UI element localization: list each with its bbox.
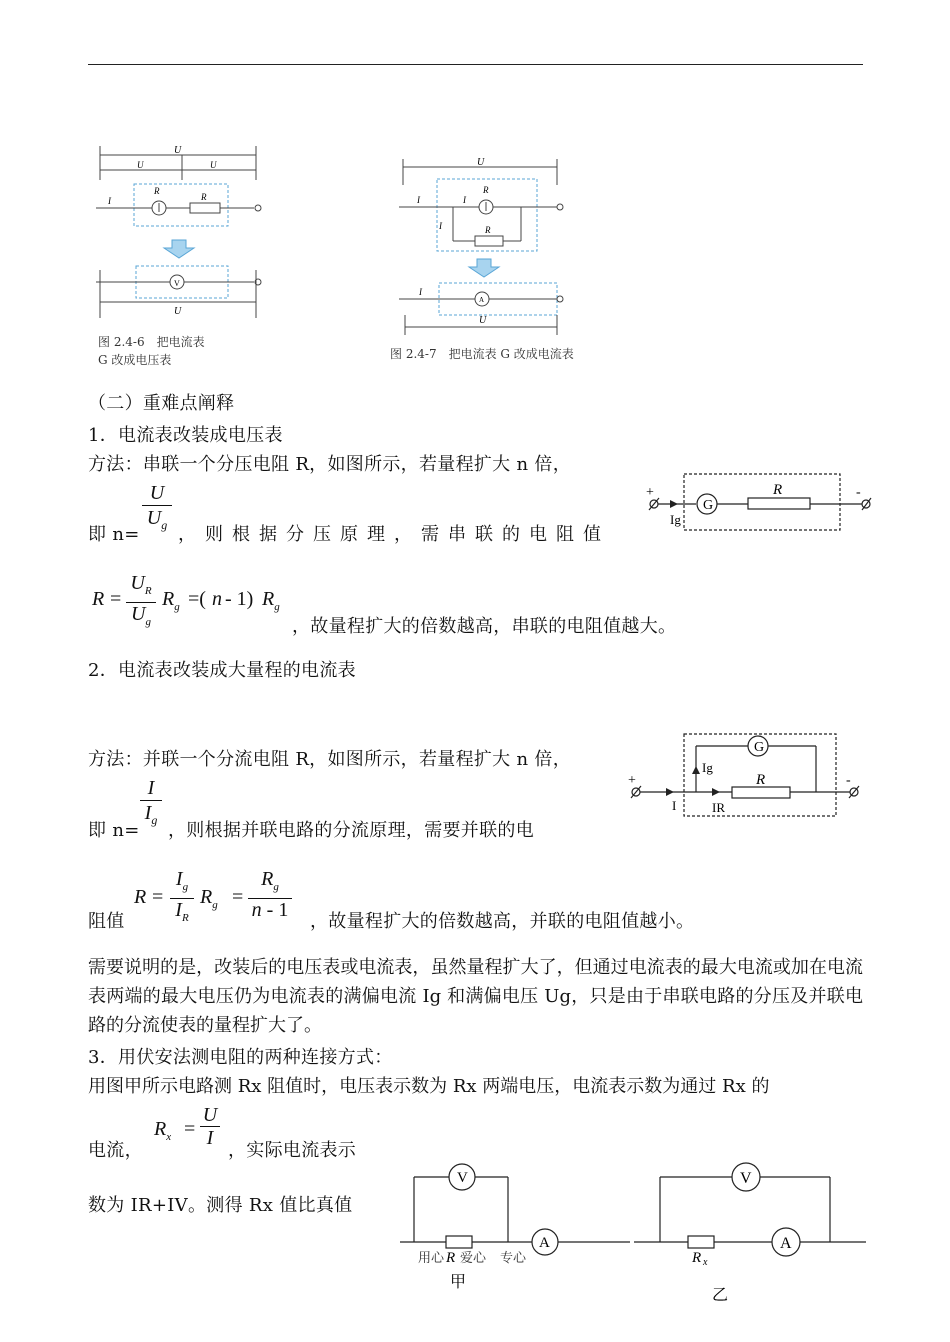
fig7-u-label: U: [477, 157, 485, 168]
s2-sentence: ，则根据并联电路的分流原理，需要并联的电: [168, 820, 534, 841]
s3-heading: 3．用伏安法测电阻的两种连接方式：: [88, 1047, 393, 1068]
fig-u-label: U: [174, 145, 182, 156]
s2-formula-tail: ，故量程扩大的倍数越高，并联的电阻值越小。: [310, 911, 695, 932]
figure-2-4-7: [395, 155, 575, 340]
f1-rg-sub: g: [174, 601, 180, 613]
f1-rg: R: [162, 588, 175, 610]
c1-ig-label: Ig: [670, 512, 681, 527]
fig7-ig-label: I: [463, 195, 466, 205]
fig-2-4-6-caption-line1: 图 2.4-6 把电流表: [98, 335, 205, 349]
s1-frac-num: U: [149, 482, 165, 504]
fig7-r-label: R: [485, 225, 491, 235]
f1-num-u: U: [130, 572, 145, 594]
s1-sentence: ，则根据分压原理，需串联的电阻值: [178, 524, 610, 545]
jia-watermark-left: 用心: [418, 1250, 445, 1265]
fig7-rg-label: R: [483, 185, 489, 195]
f3-num: U: [202, 1104, 218, 1126]
s2-frac-den: I: [144, 802, 152, 824]
note-paragraph: 需要说明的是，改装后的电压表或电流表，虽然量程扩大了，但通过电流表的最大电流或加在电流表两端的最大电压仍为电流表的满偏电流 Ig 和满偏电压 Ug，只是由于串联电路的分压及并联电路的分流使表的量程扩大了。: [88, 957, 863, 1036]
c1-g-label: G: [703, 498, 714, 513]
yi-label: 乙: [712, 1287, 729, 1304]
s3-line3: 数为 IR+IV。测得 Rx 值比真值: [88, 1195, 353, 1216]
fig7-u-bottom-label: U: [479, 315, 487, 326]
s1-frac-den-sub: g: [161, 518, 168, 532]
circuit-jia: [400, 1155, 632, 1290]
c2-plus: +: [628, 773, 636, 788]
s2-n-fraction: [138, 777, 164, 831]
c2-minus: -: [846, 773, 851, 788]
c1-minus: -: [856, 485, 861, 500]
fig-rg-label: R: [154, 186, 160, 196]
f2-num-rg-sub: g: [273, 881, 279, 893]
fig-r-label: R: [201, 192, 207, 202]
s2-formula: R = $I_g$ $I_R$ $R_g$ = $R_g$ n - 1: [134, 868, 304, 930]
yi-a-label: A: [780, 1235, 792, 1252]
parallel-circuit-diagram: [620, 728, 870, 823]
yi-rx-label: R: [692, 1250, 702, 1266]
s2-value-prefix: 阻值: [88, 911, 125, 932]
fig-u-bottom-label: U: [174, 306, 182, 317]
f1-num-sub: R: [144, 585, 152, 597]
circuit-yi: [634, 1155, 868, 1305]
f1-rg2: R: [262, 588, 275, 610]
jia-watermark-right: 专心: [500, 1250, 527, 1265]
c2-ig-label: Ig: [702, 760, 713, 775]
fig-2-4-7-caption: 图 2.4-7 把电流表 G 改成电流表: [390, 347, 574, 361]
f1-den-u: U: [131, 603, 146, 625]
f2-rg-sub: g: [212, 899, 218, 911]
s1-method: 方法：串联一个分压电阻 R，如图所示，若量程扩大 n 倍，: [88, 454, 572, 475]
fig-v-label: V: [174, 279, 180, 288]
s2-heading: 2．电流表改装成大量程的电流表: [88, 660, 356, 681]
f1-rg2-sub: g: [274, 601, 280, 613]
fig7-a-label: A: [479, 296, 485, 304]
fig-ur-label: U: [210, 160, 217, 170]
c1-r-label: R: [773, 482, 783, 498]
fig7-i-label: I: [417, 195, 420, 205]
yi-rx-sub: x: [703, 1257, 708, 1268]
c1-plus: +: [646, 485, 654, 500]
f3-den: I: [206, 1127, 214, 1149]
yi-v-label: V: [740, 1170, 752, 1187]
figure-2-4-6: [92, 140, 272, 330]
s3-rx-formula: $R_x$ = U I: [154, 1104, 224, 1158]
s2-frac-num: I: [147, 777, 155, 799]
f3-r: R: [154, 1118, 167, 1140]
jia-label: 甲: [450, 1274, 467, 1290]
jia-a-label: A: [539, 1235, 550, 1251]
f2-num-i: I: [175, 868, 183, 890]
s2-method: 方法：并联一个分流电阻 R，如图所示，若量程扩大 n 倍，: [88, 749, 572, 770]
s1-formula-tail: ，故量程扩大的倍数越高，串联的电阻值越大。: [292, 616, 677, 637]
s1-n-fraction: [140, 482, 174, 536]
s1-heading: 1．电流表改装成电压表: [88, 425, 283, 446]
fig-ug-label: U: [137, 160, 144, 170]
s1-n-prefix: 即 n=: [88, 524, 140, 545]
jia-watermark-mid: 爱心: [460, 1250, 487, 1265]
s3-line1: 用图甲所示电路测 Rx 阻值时，电压表示数为 Rx 两端电压，电流表示数为通过 Rx 的: [88, 1076, 770, 1097]
f2-den-i: I: [175, 899, 182, 921]
fig-ig-label: I: [108, 196, 111, 206]
c2-ir-label: IR: [712, 800, 725, 815]
series-circuit-diagram: [640, 470, 880, 540]
c2-g-label: G: [754, 740, 765, 755]
f1-den-sub: g: [145, 616, 151, 628]
f2-num-rg: R: [261, 868, 274, 890]
s1-frac-den: U: [146, 507, 162, 529]
jia-v-label: V: [457, 1170, 468, 1186]
fig-2-4-6-caption-line2: G 改成电压表: [98, 353, 172, 367]
s3-line2-prefix: 电流，: [88, 1140, 143, 1161]
f3-r-sub: x: [166, 1131, 172, 1143]
s3-line2-suffix: ，实际电流表示: [228, 1140, 357, 1161]
section-title: （二）重难点阐释: [88, 393, 235, 414]
header-rule: [88, 64, 863, 65]
f2-den-sub: R: [181, 912, 189, 924]
fig7-i-bottom-label: I: [419, 287, 422, 297]
c2-r-label: R: [756, 772, 766, 788]
s2-frac-den-sub: g: [151, 813, 158, 827]
f2-rg: R: [200, 886, 213, 908]
jia-r-label: R: [446, 1250, 456, 1266]
c2-i-label: I: [672, 798, 677, 813]
fig7-ir-label: I: [439, 221, 442, 231]
s2-n-prefix: 即 n=: [88, 820, 140, 841]
s1-formula: R = $U_R$ $U_g$ $R_g$ =( n - 1) $R_g$: [92, 572, 280, 628]
f2-num-sub: g: [182, 881, 189, 893]
